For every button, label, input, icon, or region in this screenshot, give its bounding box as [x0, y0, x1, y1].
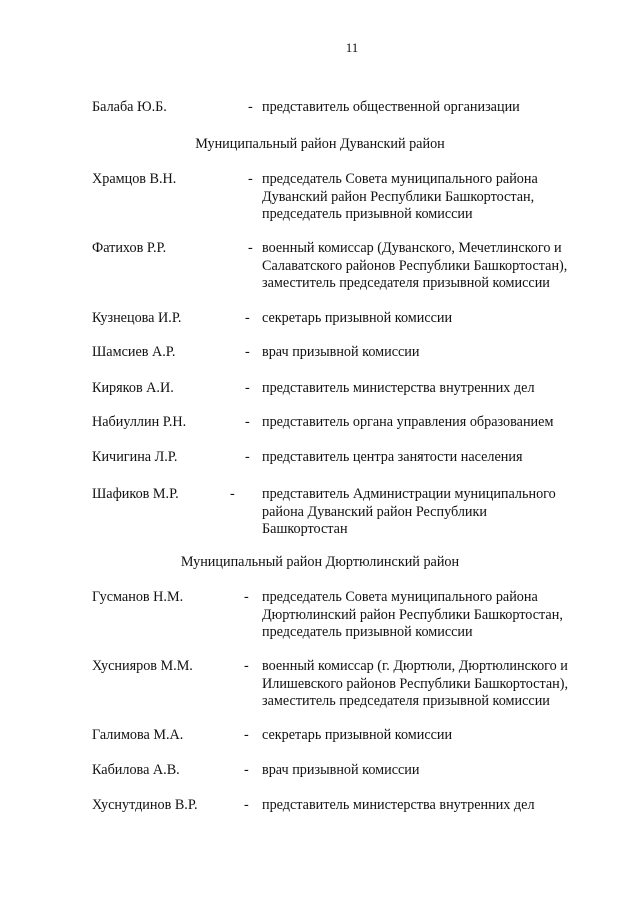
member-name: Хуснияров М.М.	[92, 658, 193, 674]
member-name: Кабилова А.В.	[92, 762, 180, 778]
member-name: Киряков А.И.	[92, 380, 174, 396]
page-number: 11	[345, 40, 359, 55]
member-role-line: председатель Совета муниципального района	[262, 589, 538, 605]
member-role-line: председатель призывной комиссии	[262, 624, 473, 640]
member-role	[262, 240, 622, 293]
section-heading: Муниципальный район Дуванский район	[195, 136, 445, 152]
member-dash: -	[244, 727, 249, 743]
member-dash: -	[244, 797, 249, 813]
member-dash: -	[248, 240, 253, 256]
member-name: Балаба Ю.Б.	[92, 99, 167, 115]
member-name: Шамсиев А.Р.	[92, 344, 176, 360]
member-role	[262, 589, 622, 642]
member-dash: -	[248, 171, 253, 187]
member-role	[262, 414, 622, 432]
member-role-line: председатель призывной комиссии	[262, 206, 473, 222]
member-role	[262, 658, 622, 711]
member-role-line: района Дуванский район Республики	[262, 503, 487, 520]
member-role-line: секретарь призывной комиссии	[262, 727, 453, 743]
member-role-line: военный комиссар (г. Дюртюли, Дюртюлинского и	[262, 658, 568, 674]
member-dash: -	[245, 310, 250, 326]
member-role-line: секретарь призывной комиссии	[262, 310, 453, 326]
member-name: Кузнецова И.Р.	[92, 310, 182, 326]
member-role	[262, 797, 622, 815]
member-role-line: врач призывной комиссии	[262, 762, 420, 778]
member-dash: -	[245, 414, 250, 430]
member-role-line: врач призывной комиссии	[262, 344, 420, 360]
member-role	[262, 99, 622, 117]
member-role	[262, 449, 622, 467]
member-role-line: военный комиссар (Дуванского, Мечетлинского и	[262, 240, 562, 256]
member-name: Храмцов В.Н.	[92, 171, 177, 187]
member-dash: -	[244, 658, 249, 674]
member-role-line: представитель министерства внутренних дел	[262, 797, 535, 813]
member-dash: -	[245, 449, 250, 465]
member-role-line: представитель органа управления образованием	[262, 414, 554, 430]
member-dash: -	[230, 486, 235, 502]
member-role	[262, 486, 622, 539]
member-role-line: Салаватского районов Республики Башкортостан),	[262, 257, 568, 274]
member-role	[262, 762, 622, 780]
member-dash: -	[244, 589, 249, 605]
member-name: Галимова М.А.	[92, 727, 184, 743]
member-role	[262, 380, 622, 398]
member-dash: -	[245, 344, 250, 360]
member-role-line: Илишевского районов Республики Башкортостан),	[262, 675, 568, 692]
member-dash: -	[245, 380, 250, 396]
member-role	[262, 727, 622, 745]
member-role	[262, 310, 622, 328]
member-role	[262, 344, 622, 362]
member-role-line: представитель министерства внутренних дел	[262, 380, 535, 396]
member-role-line: Дуванский район Республики Башкортостан,	[262, 188, 535, 205]
member-role-line: представитель центра занятости населения	[262, 449, 523, 465]
member-name: Набиуллин Р.Н.	[92, 414, 187, 430]
member-name: Гусманов Н.М.	[92, 589, 184, 605]
member-name: Фатихов Р.Р.	[92, 240, 167, 256]
member-role-line: заместитель председателя призывной комиссии	[262, 275, 550, 291]
member-dash: -	[244, 762, 249, 778]
member-name: Хуснутдинов В.Р.	[92, 797, 198, 813]
section-heading: Муниципальный район Дюртюлинский район	[180, 554, 460, 570]
member-dash: -	[248, 99, 253, 115]
member-role-line: представитель Администрации муниципального	[262, 486, 556, 502]
member-role-line: Башкортостан	[262, 521, 348, 537]
member-name: Шафиков М.Р.	[92, 486, 179, 502]
member-role-line: председатель Совета муниципального района	[262, 171, 538, 187]
member-role-line: представитель общественной организации	[262, 99, 520, 115]
member-name: Кичигина Л.Р.	[92, 449, 178, 465]
member-role-line: Дюртюлинский район Республики Башкортостан,	[262, 606, 563, 623]
member-role-line: заместитель председателя призывной комиссии	[262, 693, 550, 709]
member-role	[262, 171, 622, 224]
